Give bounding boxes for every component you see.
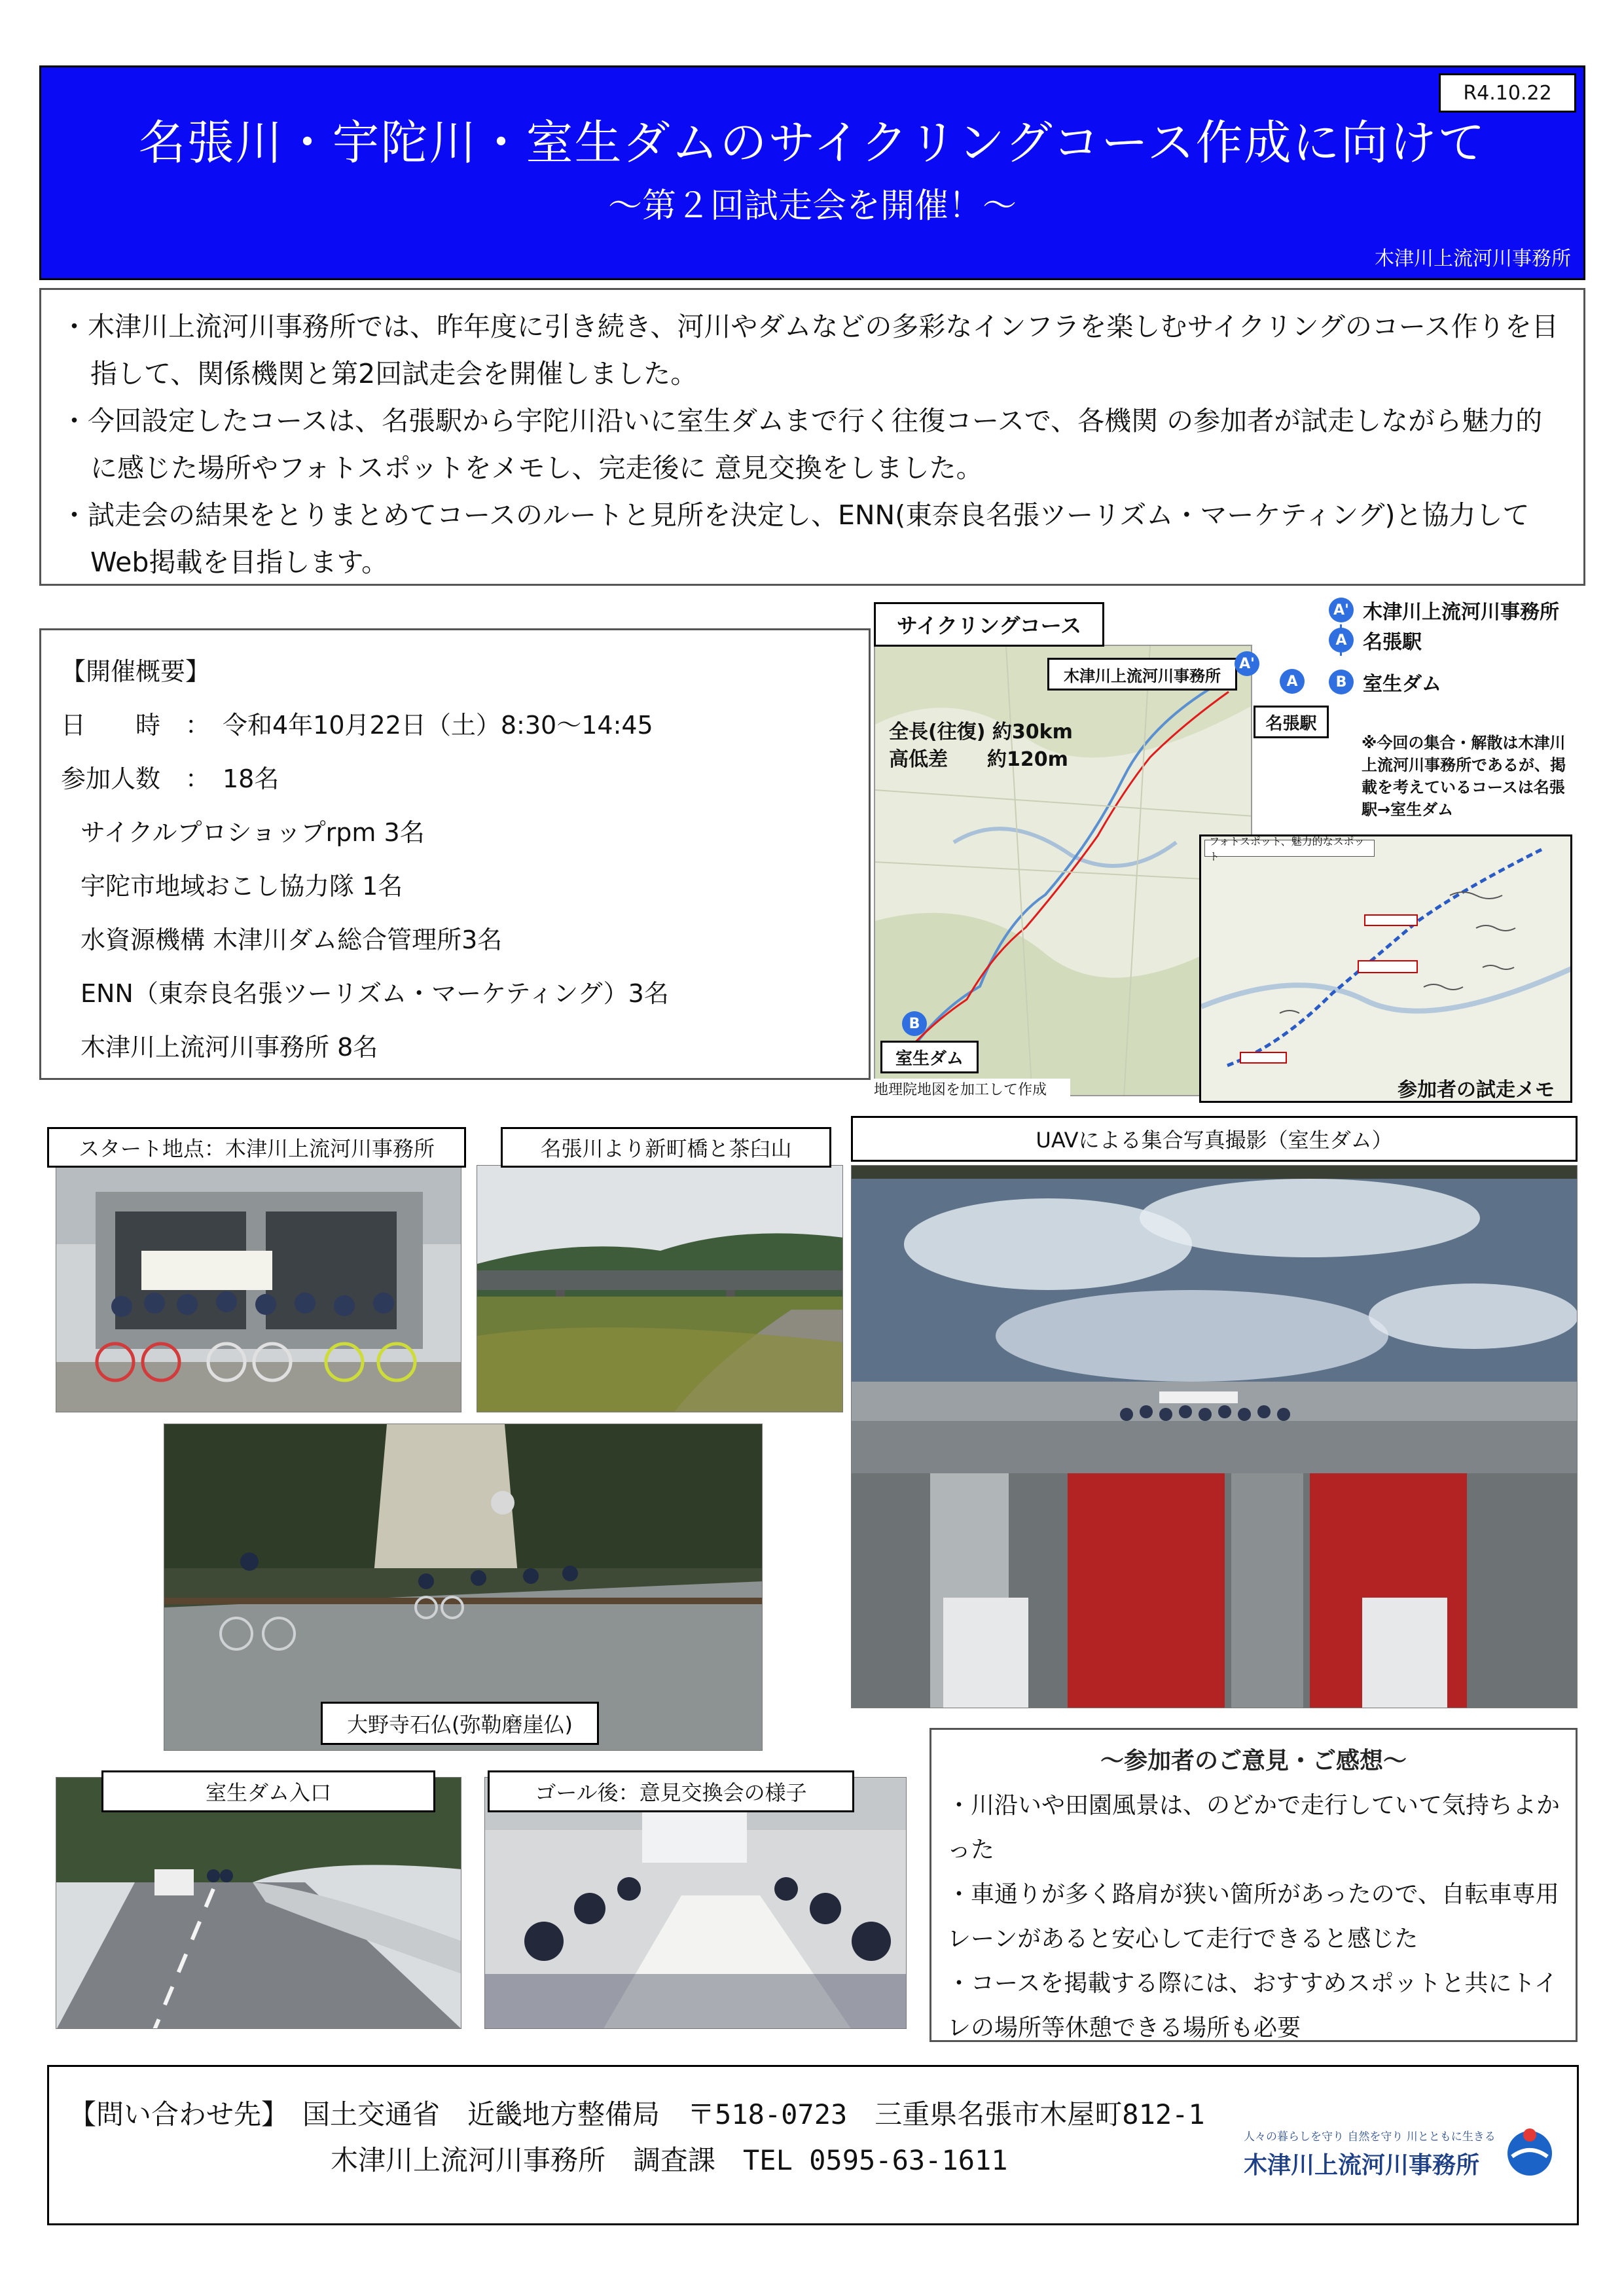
intro-bullet: ・今回設定したコースは、名張駅から宇陀川沿いに室生ダムまで行く往復コースで、各機関 の参加者が試走しながら魅力的に感じた場所やフォトスポットをメモし、完走後に 意見交換をしました。 xyxy=(61,405,1543,484)
intro-bullet: ・試走会の結果をとりまとめてコースのルートと見所を決定し、ENN(東奈良名張ツーリズム・マーケティング)と協力してWeb掲載を目指します。 xyxy=(61,499,1530,578)
memo-map-graphic xyxy=(1201,836,1572,1103)
map-legend xyxy=(1329,596,1591,696)
pin-a-icon: A xyxy=(1280,669,1305,694)
overview-group: ENN（東奈良名張ツーリズム・マーケティング）3名 xyxy=(81,979,669,1008)
overview-heading: 【開催概要】 xyxy=(61,657,211,686)
photo-uav xyxy=(851,1165,1578,1708)
pin-a-prime-icon: A' xyxy=(1235,651,1259,676)
water-drop-logo-icon xyxy=(1506,2121,1555,2183)
overview-group: 宇陀市地域おこし協力隊 1名 xyxy=(81,872,403,901)
pin-b-icon: B xyxy=(902,1011,927,1036)
caption-bridge: 名張川より新町橋と茶臼山 xyxy=(501,1127,831,1168)
contact-line: 木津川上流河川事務所 調査課 TEL 0595-63-1611 xyxy=(331,2144,1008,2176)
memo-label: 参加者の試走メモ xyxy=(1398,1079,1555,1102)
map-stats xyxy=(889,719,1111,774)
header-office: 木津川上流河川事務所 xyxy=(1375,247,1571,270)
date-tag: R4.10.22 xyxy=(1439,73,1576,113)
office-logo xyxy=(1244,2121,1558,2206)
map-credit: 地理院地図を加工して作成 xyxy=(874,1079,1070,1099)
overview-group: 水資源機構 木津川ダム総合管理所3名 xyxy=(81,925,503,954)
photo-dam-entrance-image xyxy=(56,1778,461,2029)
map-office-box: 木津川上流河川事務所 xyxy=(1047,658,1237,691)
map-label: サイクリングコース xyxy=(874,602,1104,647)
overview-group: サイクルプロショップrpm 3名 xyxy=(81,818,425,847)
photo-start xyxy=(56,1165,461,1412)
photo-bridge xyxy=(477,1165,843,1412)
feedback-box xyxy=(929,1728,1578,2042)
overview-participants: 参加人数 ： 18名 xyxy=(61,764,280,793)
memo-map-header: フォトスポット、魅力的なスポット xyxy=(1204,840,1375,857)
logo-tagline: 人々の暮らしを守り 自然を守り 川とともに生きる xyxy=(1244,2130,1496,2144)
caption-uav: UAVによる集合写真撮影（室生ダム） xyxy=(851,1116,1578,1162)
page-title: 名張川・宇陀川・室生ダムのサイクリングコース作成に向けて xyxy=(138,115,1487,170)
feedback-item: ・コースを掲載する際には、おすすめスポットと共にトイレの場所等休憩できる場所も必要 xyxy=(947,1970,1558,2041)
map-station-box: 名張駅 xyxy=(1254,706,1329,738)
photo-start-image xyxy=(56,1166,461,1412)
legend-item: B 室生ダム xyxy=(1329,668,1591,696)
logo-name: 木津川上流河川事務所 xyxy=(1244,2152,1480,2179)
map-elevation: 高低差 約120m xyxy=(889,748,1068,771)
overview-box xyxy=(39,628,871,1080)
feedback-item: ・川沿いや田園風景は、のどかで走行していて気持ちよかった xyxy=(947,1792,1561,1863)
intro-box xyxy=(39,288,1585,586)
caption-meeting: ゴール後：意見交換会の様子 xyxy=(488,1770,854,1812)
legend-item: A' 木津川上流河川事務所 xyxy=(1329,596,1591,624)
map-length: 全長(往復) 約30km xyxy=(889,721,1073,744)
photo-meeting xyxy=(484,1777,907,2029)
overview-datetime: 日 時 ： 令和4年10月22日（土）8:30～14:45 xyxy=(61,711,653,740)
intro-bullet: ・木津川上流河川事務所では、昨年度に引き続き、河川やダムなどの多彩なインフラを楽しむサイクリングのコース作りを目指して、関係機関と第2回試走会を開催しました。 xyxy=(61,311,1559,389)
map-dam-box: 室生ダム xyxy=(880,1041,979,1073)
photo-dam-entrance xyxy=(56,1777,461,2029)
feedback-item: ・車通りが多く路肩が狭い箇所があったので、自転車専用レーンがあると安心して走行できると感じた xyxy=(947,1881,1559,1952)
memo-map xyxy=(1199,834,1572,1103)
contact-line: 【問い合わせ先】 国土交通省 近畿地方整備局 〒518-0723 三重県名張市木屋町812-1 xyxy=(69,2098,1205,2130)
legend-item: A 名張駅 xyxy=(1329,626,1591,655)
photo-bridge-image xyxy=(477,1166,843,1412)
pin-a-icon: A xyxy=(1329,628,1354,653)
legend-note: ※今回の集合・解散は木津川上流河川事務所であるが、掲載を考えているコースは名張駅→室生ダム xyxy=(1362,734,1566,819)
caption-buddha: 大野寺石仏(弥勒磨崖仏) xyxy=(321,1702,599,1745)
feedback-title: ～参加者のご意見・ご感想～ xyxy=(1100,1748,1407,1774)
course-map xyxy=(874,645,1252,1096)
photo-meeting-image xyxy=(485,1778,907,2029)
caption-start: スタート地点：木津川上流河川事務所 xyxy=(47,1127,466,1168)
pin-b-icon: B xyxy=(1329,670,1354,694)
overview-group: 木津川上流河川事務所 8名 xyxy=(81,1033,378,1062)
photo-uav-image xyxy=(852,1166,1578,1708)
page-subtitle: ～第２回試走会を開催！～ xyxy=(607,187,1017,226)
map-graphic xyxy=(875,646,1252,1096)
pin-a-prime-icon: A' xyxy=(1329,598,1354,622)
caption-dam-entrance: 室生ダム入口 xyxy=(101,1770,435,1812)
